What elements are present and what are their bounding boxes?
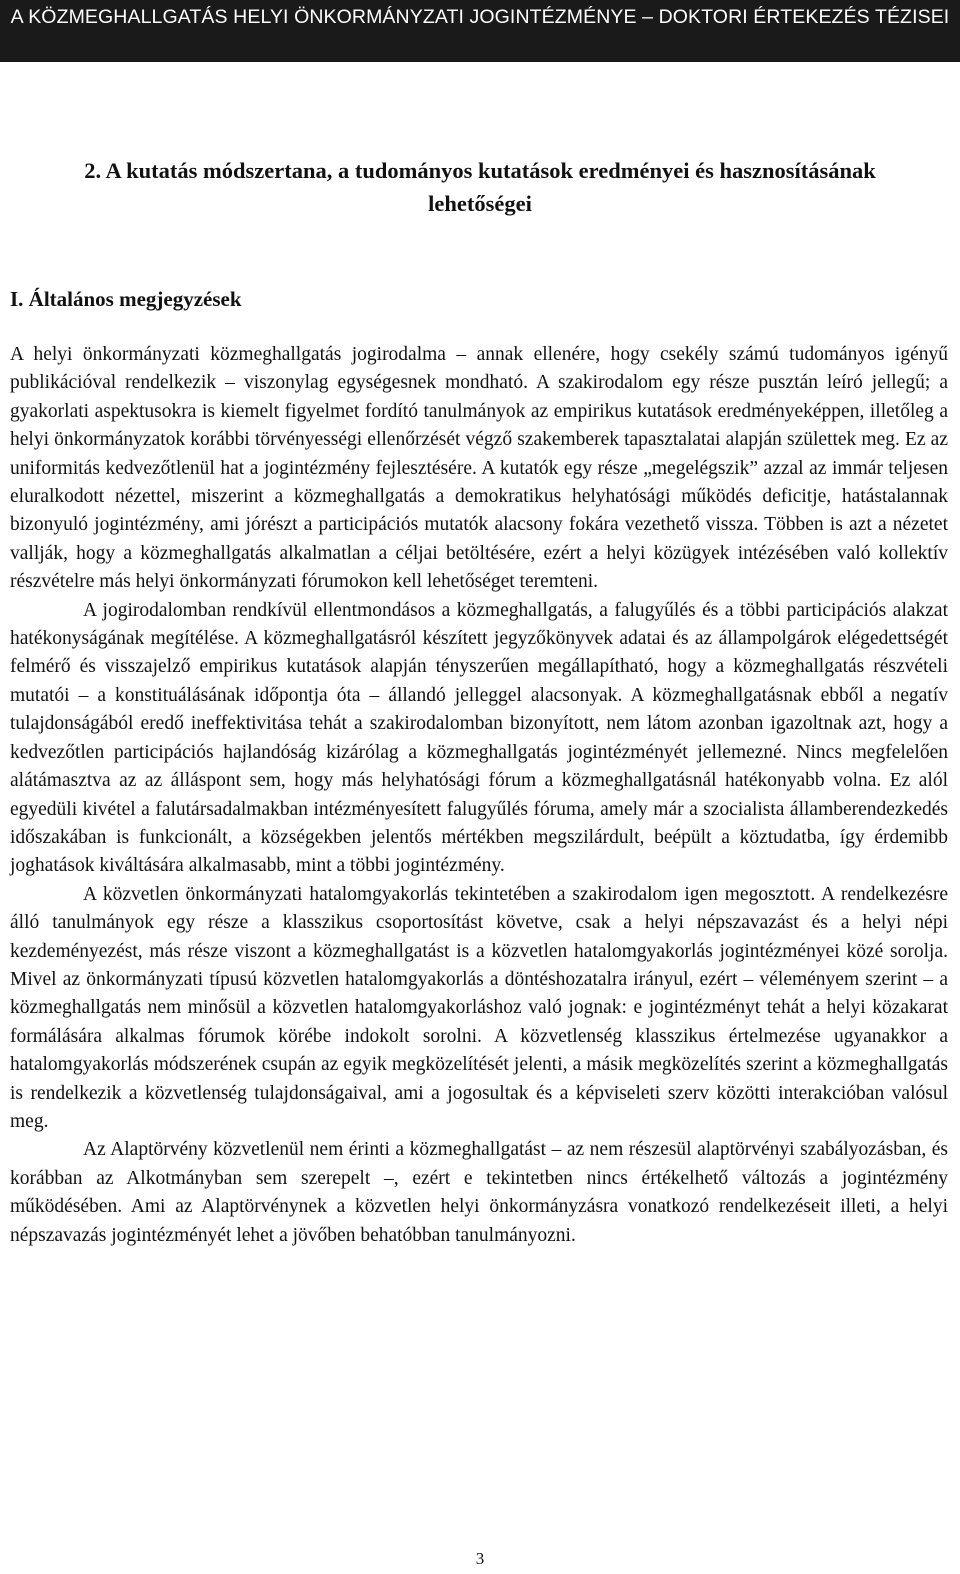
section-title: I. Általános megjegyzések (10, 287, 242, 311)
paragraph-1: A helyi önkormányzati közmeghallgatás jogirodalma – annak ellenére, hogy csekély számú tudományos igényű publikációval rendelkezik – viszonylag egységesnek mondható. A szakirodalom egy része pusztán leíró jellegű; a gyakorlati aspektusokra is kiemelt figyelmet fordító tanulmányok az empirikus kutatások eredményeképpen, illetőleg a helyi önkormányzatok korábbi törvényességi ellenőrzését végző szakemberek tapasztalatai alapján születtek meg. Ez az uniformitás kedvezőtlenül hat a jogintézmény fejlesztésére. A kutatók egy része „megelégszik” azzal az immár teljesen eluralkodott nézettel, miszerint a közmeghallgatás a demokratikus helyhatósági működés deficitje, hatástalannak bizonyuló jogintézmény, ami jórészt a participációs mutatók alacsony fokára vezethető vissza. Többen is azt a nézetet vallják, hogy a közmeghallgatás alkalmatlan a céljai betöltésére, ezért a helyi közügyek intézésében való kollektív részvételre más helyi önkormányzati fórumokon kell lehetőséget teremteni. (10, 344, 948, 593)
paragraph-2: A jogirodalomban rendkívül ellentmondásos a közmeghallgatás, a falugyűlés és a többi participációs alakzat hatékonyságának megítélése. A közmeghallgatásról készített jegyzőkönyvek adatai és az állampolgárok elégedettségét felmérő és visszajelző empirikus kutatások alapján tényszerűen megállapítható, hogy a közmeghallgatás részvételi mutatói – a konstituálásának időpontja óta – állandó jelleggel alacsonyak. A közmeghallgatásnak ebből a negatív tulajdonságából eredő ineffektivitása tehát a szakirodalomban bizonyított, nem látom azonban igazoltnak azt, hogy a kedvezőtlen participációs hajlandóság kizárólag a közmeghallgatás jogintézményét jellemezné. Nincs megfelelően alátámasztva az az álláspont sem, hogy más helyhatósági fórum a közmeghallgatásnál hatékonyabb volna. Ez alól egyedüli kivétel a falutársadalmakban intézményesített falugyűlés fóruma, amely már a szocialista államberendezkedés időszakában is funkcionált, a községekben jelentős mértékben megszilárdult, beépült a köztudatba, így érdemibb joghatások kiváltására alkalmasabb, mint a többi jogintézmény. (10, 599, 948, 877)
paragraph-3: A közvetlen önkormányzati hatalomgyakorlás tekintetében a szakirodalom igen megosztott. A rendelkezésre álló tanulmányok egy része a klasszikus csoportosítást követve, csak a helyi népszavazást és a helyi népi kezdeményezést, más része viszont a közmeghallgatást is a közvetlen hatalomgyakorlás jogintézményei közé sorolja. Mivel az önkormányzati típusú közvetlen hatalomgyakorlás a döntéshozatalra irányul, ezért – véleményem szerint – a közmeghallgatás nem minősül a közvetlen hatalomgyakorláshoz való jognak: e jogintézményt tehát a helyi közakarat formálására alkalmas fórumok körébe indokolt sorolni. A közvetlenség klasszikus értelmezése ugyanakkor a hatalomgyakorlás módszerének csupán az egyik megközelítését jelenti, a másik megközelítés szerint a közmeghallgatás is rendelkezik a közvetlenség tulajdonságaival, ami a jogosultak és a képviseleti szerv közötti interakcióban valósul meg. (10, 883, 948, 1132)
body-text (10, 341, 948, 1250)
chapter-title: 2. A kutatás módszertana, a tudományos kutatások eredményei és hasznosításának lehetőségei (84, 158, 876, 216)
page-number: 3 (475, 1549, 485, 1568)
running-header (0, 0, 960, 62)
running-title: A KÖZMEGHALLGATÁS HELYI ÖNKORMÁNYZATI JOGINTÉZMÉNYE – DOKTORI ÉRTEKEZÉS TÉZISEI (10, 6, 950, 28)
paragraph-4: Az Alaptörvény közvetlenül nem érinti a közmeghallgatást – az nem részesül alaptörvényi szabályozásban, és korábban az Alkotmányban sem szerepelt –, ezért e tekintetben nincs értékelhető változás a jogintézmény működésében. Ami az Alaptörvénynek a közvetlen helyi önkormányzásra vonatkozó rendelkezéseit illeti, a helyi népszavazás jogintézményét lehet a jövőben behatóbban tanulmányozni. (10, 1139, 948, 1246)
